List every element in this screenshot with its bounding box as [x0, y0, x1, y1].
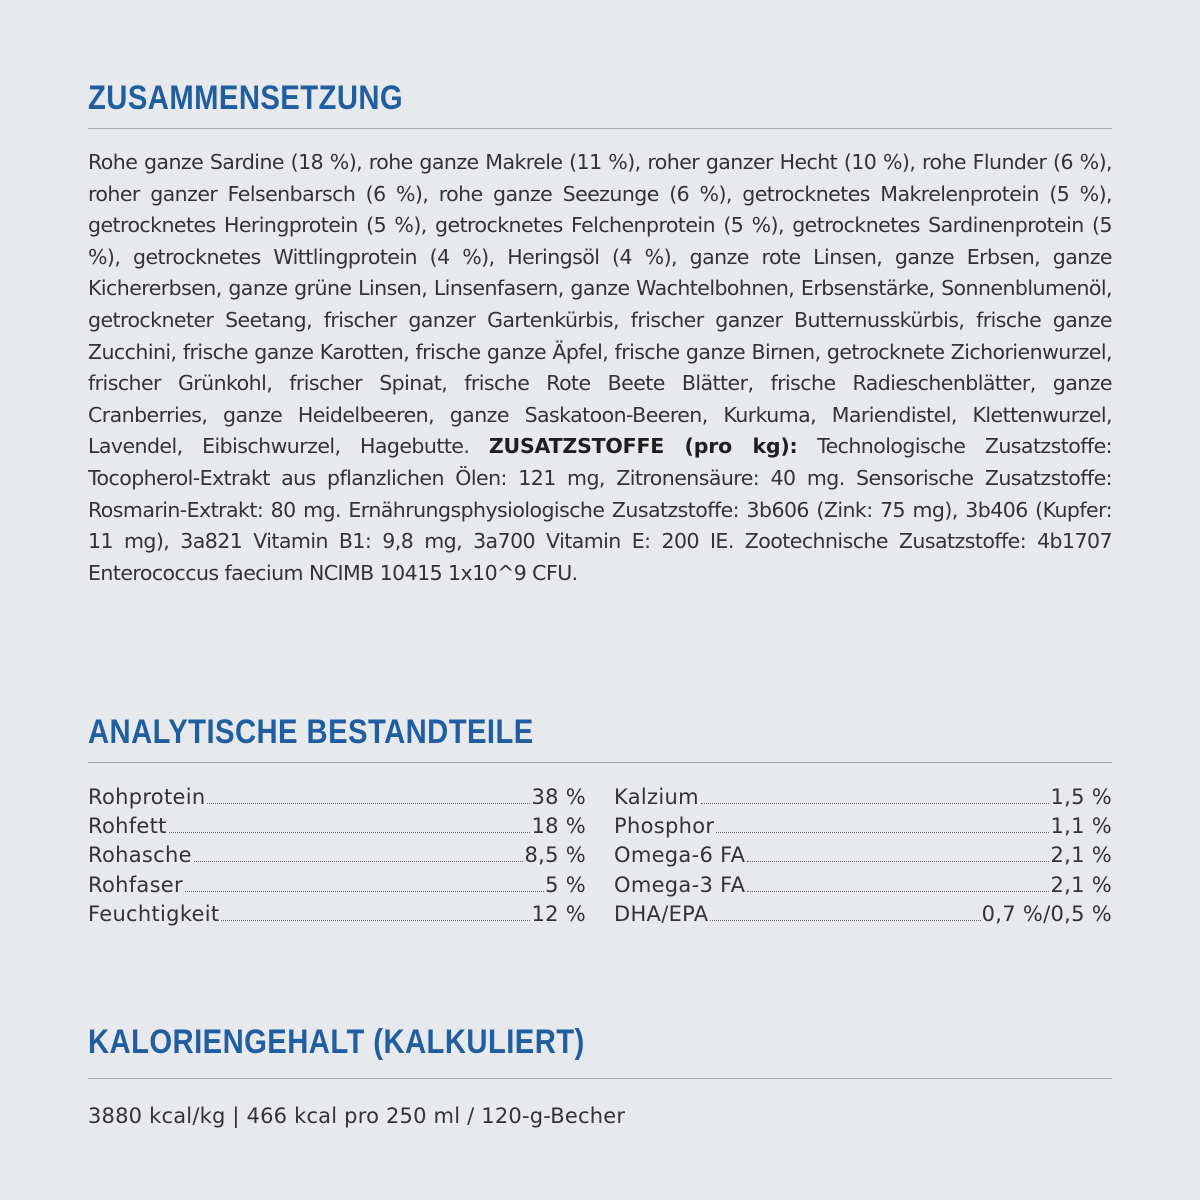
dot-leader: [221, 920, 530, 921]
analysis-row: [614, 900, 1112, 929]
analysis-row-label: Kalzium: [614, 785, 699, 809]
analysis-row: [614, 783, 1112, 812]
analysis-row-label: Phosphor: [614, 814, 715, 839]
analysis-row-value: 38 %: [531, 785, 586, 809]
analysis-row: [88, 783, 586, 812]
dot-leader: [747, 861, 1049, 862]
analysis-row: [88, 900, 586, 929]
analysis-row-label: DHA/EPA: [614, 901, 709, 926]
analysis-column-right: [614, 783, 1112, 929]
analysis-row: [614, 841, 1112, 870]
composition-section: [88, 78, 1112, 589]
analysis-table: [88, 783, 1112, 929]
analysis-row-label: Rohfett: [88, 814, 167, 839]
composition-divider: [88, 128, 1112, 129]
analysis-heading: ANALYTISCHE BESTANDTEILE: [88, 713, 534, 751]
calories-text: 3880 kcal/kg | 466 kcal pro 250 ml / 120-g-Becher: [88, 1104, 626, 1128]
analysis-column-left: [88, 783, 586, 929]
analysis-row-value: 8,5 %: [524, 843, 586, 868]
analysis-row-label: Rohasche: [88, 843, 192, 868]
ingredients-list: Rohe ganze Sardine (18 %), rohe ganze Makrele (11 %), roher ganzer Hecht (10 %), rohe Flunder (6 %), roher ganzer Felsenbarsch (6 %), rohe ganze Seezunge (6 %), getrocknetes Makrelenprotein (5 %), getrocknetes Heringprotein (5 %), getrocknetes Felchenprotein (5 %), getrocknetes Sardinenprotein (5 %), getrocknetes Wittlingprotein (4 %), Heringsöl (4 %), ganze rote Linsen, ganze Erbsen, ganze Kichererbsen, ganze grüne Linsen, Linsenfasern, ganze Wachtelbohnen, Erbsenstärke, Sonnenblumenöl, getrockneter Seetang, frischer ganzer Gartenkürbis, frischer ganzer Butternusskürbis, frische ganze Zucchini, frische ganze Karotten, frische ganze Äpfel, frische ganze Birnen, getrocknete Zichorienwurzel, frischer Grünkohl, frischer Spinat, frische Rote Beete Blätter, frische Radieschenblätter, ganze Cranberries, ganze Heidelbeeren, ganze Saskatoon-Beeren, Kurkuma, Mariendistel, Klettenwurzel, Lavendel, Eibischwurzel, Hagebutte.: [88, 150, 1112, 459]
analysis-row-value: 18 %: [531, 814, 586, 839]
analysis-row: [614, 812, 1112, 841]
analysis-row: [88, 841, 586, 870]
calories-divider: [88, 1078, 1112, 1079]
dot-leader: [710, 920, 980, 921]
analysis-row: [614, 871, 1112, 900]
analysis-row-value: 0,7 %/0,5 %: [981, 901, 1112, 926]
composition-text: [88, 147, 1112, 589]
analysis-row-value: 1,5 %: [1050, 785, 1112, 809]
analysis-row-label: Rohfaser: [88, 872, 183, 897]
analysis-row-label: Rohprotein: [88, 785, 206, 809]
dot-leader: [185, 891, 544, 892]
analysis-row-value: 1,1 %: [1050, 814, 1112, 839]
analysis-row-value: 2,1 %: [1050, 843, 1112, 868]
additives-label: ZUSATZSTOFFE (pro kg):: [488, 434, 798, 459]
dot-leader: [207, 803, 530, 804]
calories-heading: KALORIENGEHALT (KALKULIERT): [88, 1023, 585, 1061]
dot-leader: [716, 832, 1049, 833]
dot-leader: [169, 832, 531, 833]
dot-leader: [747, 891, 1049, 892]
analysis-section: [88, 712, 1112, 929]
analysis-row: [88, 871, 586, 900]
calories-section: [88, 1022, 1112, 1131]
additives-text: Technologische Zusatzstoffe: Tocopherol-Extrakt aus pflanzlichen Ölen: 121 mg, Zitronensäure: 40 mg. Sensorische Zusatzstoffe: Rosmarin-Extrakt: 80 mg. Ernährungsphysiologische Zusatzstoffe: 3b606 (Zink: 75 mg), 3b406 (Kupfer: 11 mg), 3a821 Vitamin B1: 9,8 mg, 3a700 Vitamin E: 200 IE. Zootechnische Zusatzstoffe: 4b1707 Enterococcus faecium NCIMB 10415 1x10^9 CFU.: [88, 434, 1113, 585]
dot-leader: [194, 861, 524, 862]
dot-leader: [701, 803, 1050, 804]
analysis-row-label: Omega-6 FA: [614, 843, 746, 868]
analysis-row-value: 12 %: [531, 901, 586, 926]
analysis-row-value: 5 %: [545, 872, 586, 897]
analysis-row: [88, 812, 586, 841]
composition-heading: ZUSAMMENSETZUNG: [88, 79, 404, 117]
analysis-divider: [88, 762, 1112, 763]
analysis-row-label: Feuchtigkeit: [88, 901, 220, 926]
analysis-row-value: 2,1 %: [1050, 872, 1112, 897]
analysis-row-label: Omega-3 FA: [614, 872, 746, 897]
